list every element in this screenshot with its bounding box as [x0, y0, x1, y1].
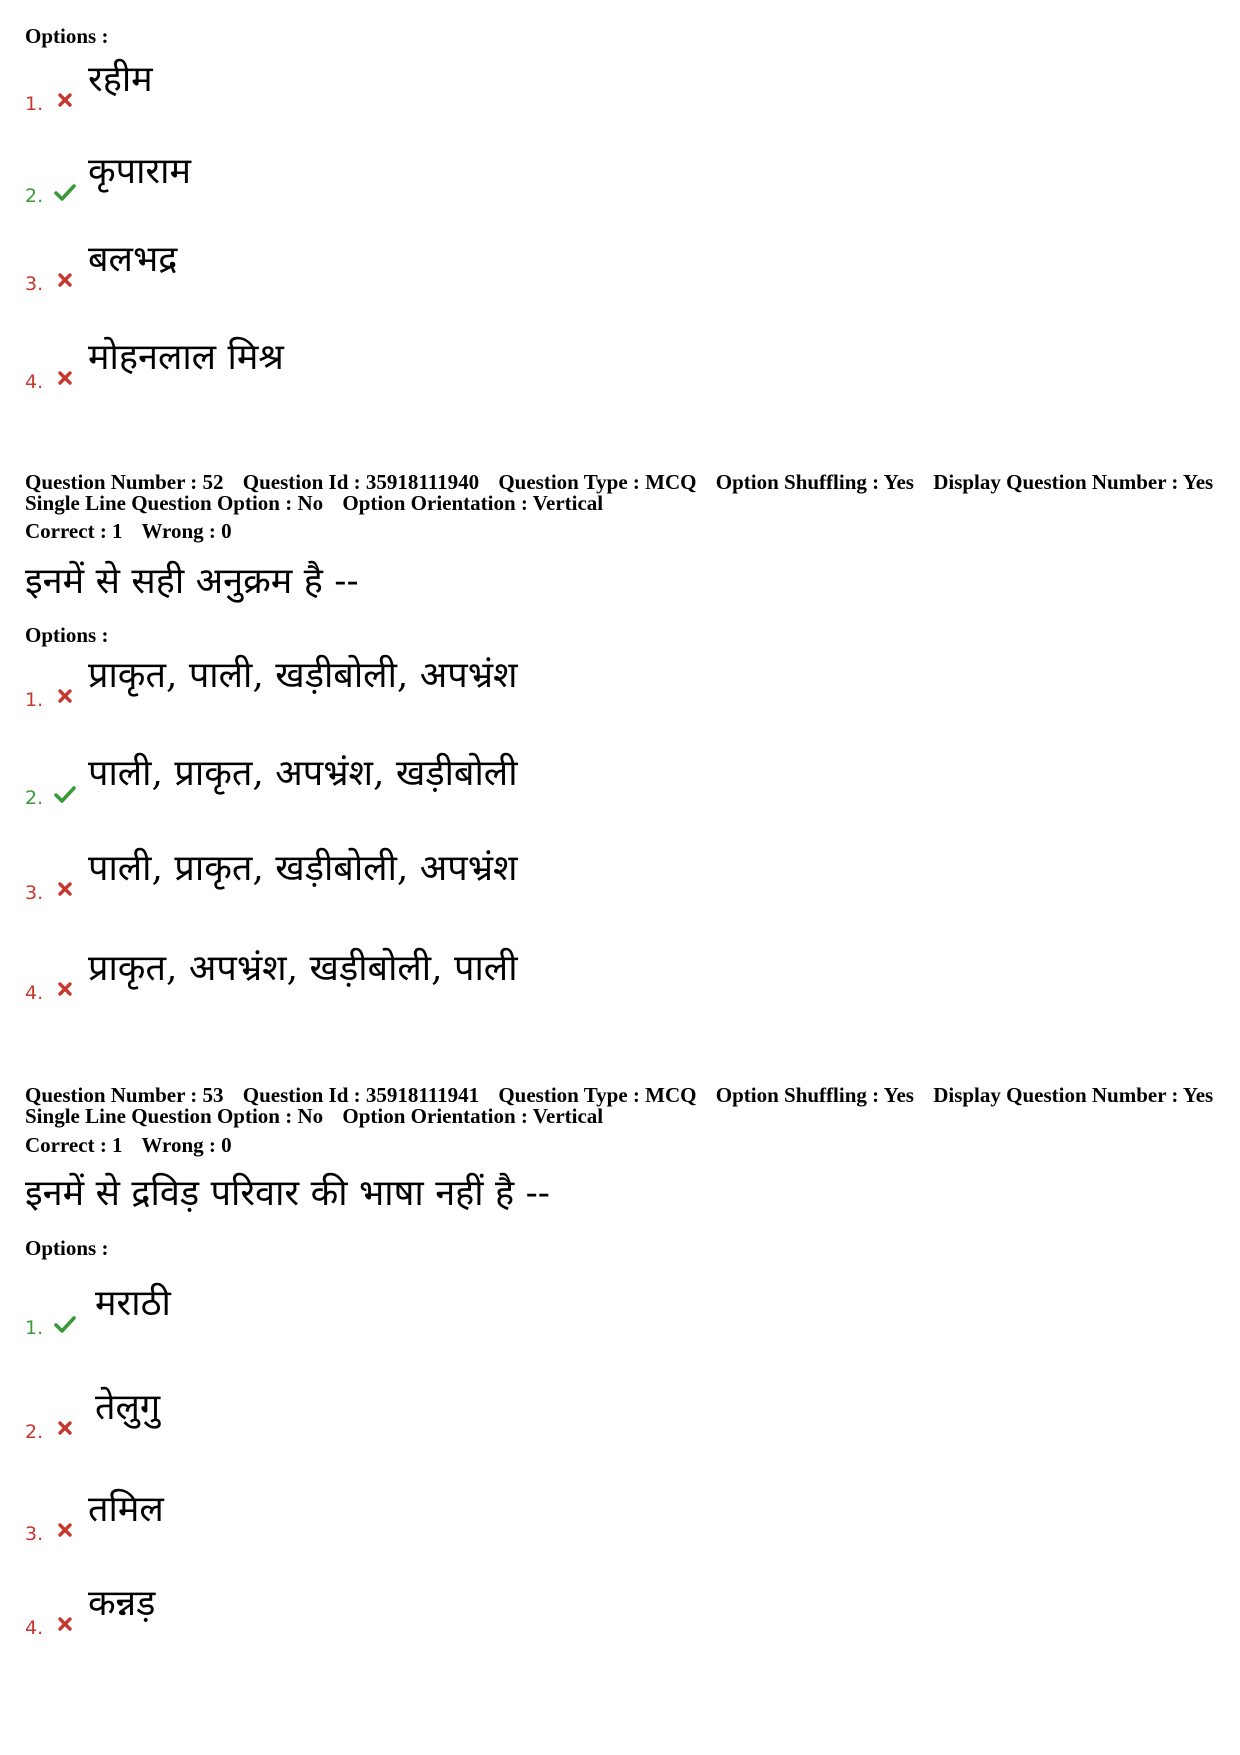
question-type: Question Type : MCQ [498, 470, 697, 494]
correct-marks: Correct : 1 [25, 519, 123, 543]
option-number: 4. [25, 371, 44, 393]
option-item [0, 947, 900, 1007]
single-line-question-option: Single Line Question Option : No [25, 491, 324, 515]
question-number: Question Number : 53 [25, 1083, 224, 1107]
cross-icon [53, 366, 77, 390]
option-number: 4. [25, 982, 44, 1004]
option-item [0, 847, 900, 907]
check-icon [53, 180, 77, 204]
option-text: तमिल [88, 1489, 164, 1530]
check-icon [53, 782, 77, 806]
wrong-marks: Wrong : 0 [141, 1133, 232, 1157]
check-icon [53, 1312, 77, 1336]
option-item [0, 238, 900, 298]
option-number: 1. [25, 93, 44, 115]
single-line-question-option: Single Line Question Option : No [25, 1104, 324, 1128]
option-text: तेलुगु [95, 1387, 161, 1428]
options-label: Options : [25, 623, 109, 647]
option-item [0, 1582, 900, 1642]
option-number: 2. [25, 1421, 44, 1443]
option-number: 1. [25, 1317, 44, 1339]
option-shuffling: Option Shuffling : Yes [715, 470, 914, 494]
option-text: रहीम [88, 59, 153, 100]
option-text: प्राकृत, पाली, खड़ीबोली, अपभ्रंश [88, 655, 518, 696]
cross-icon [53, 1612, 77, 1636]
cross-icon [53, 977, 77, 1001]
question-id: Question Id : 35918111941 [242, 1083, 480, 1107]
option-text: मराठी [95, 1283, 171, 1324]
question-text: इनमें से सही अनुक्रम है -- [25, 561, 359, 602]
option-shuffling: Option Shuffling : Yes [715, 1083, 914, 1107]
option-item [0, 654, 900, 714]
option-text: कृपाराम [88, 151, 191, 192]
option-number: 3. [25, 273, 44, 295]
wrong-marks: Wrong : 0 [141, 519, 232, 543]
option-item [0, 752, 900, 812]
option-number: 4. [25, 1617, 44, 1639]
cross-icon [53, 88, 77, 112]
question-text: इनमें से द्रविड़ परिवार की भाषा नहीं है -- [25, 1173, 550, 1214]
question-meta-line-1 [25, 1085, 1213, 1106]
cross-icon [53, 877, 77, 901]
option-item [0, 1282, 900, 1342]
cross-icon [53, 1416, 77, 1440]
cross-icon [53, 268, 77, 292]
marks-line [25, 521, 232, 542]
question-meta-line-2 [25, 1106, 603, 1127]
question-meta-line-1 [25, 472, 1213, 493]
option-text: पाली, प्राकृत, खड़ीबोली, अपभ्रंश [88, 848, 518, 889]
display-question-number: Display Question Number : Yes [933, 470, 1214, 494]
options-label: Options : [25, 24, 109, 48]
option-text: प्राकृत, अपभ्रंश, खड़ीबोली, पाली [88, 948, 518, 989]
option-item [0, 58, 900, 118]
question-id: Question Id : 35918111940 [242, 470, 480, 494]
option-number: 1. [25, 689, 44, 711]
option-number: 3. [25, 1523, 44, 1545]
option-item [0, 150, 900, 210]
cross-icon [53, 684, 77, 708]
question-meta-line-2 [25, 493, 603, 514]
option-text: मोहनलाल मिश्र [88, 337, 284, 378]
question-type: Question Type : MCQ [498, 1083, 697, 1107]
option-text: बलभद्र [88, 239, 178, 280]
option-item [0, 1386, 900, 1446]
option-orientation: Option Orientation : Vertical [342, 1104, 604, 1128]
marks-line [25, 1135, 232, 1156]
option-text: पाली, प्राकृत, अपभ्रंश, खड़ीबोली [88, 753, 518, 794]
option-item [0, 336, 900, 396]
option-orientation: Option Orientation : Vertical [342, 491, 604, 515]
option-number: 3. [25, 882, 44, 904]
option-item [0, 1488, 900, 1548]
display-question-number: Display Question Number : Yes [933, 1083, 1214, 1107]
option-number: 2. [25, 787, 44, 809]
question-number: Question Number : 52 [25, 470, 224, 494]
option-text: कन्नड़ [88, 1583, 156, 1624]
options-label: Options : [25, 1236, 109, 1260]
option-number: 2. [25, 185, 44, 207]
correct-marks: Correct : 1 [25, 1133, 123, 1157]
cross-icon [53, 1518, 77, 1542]
